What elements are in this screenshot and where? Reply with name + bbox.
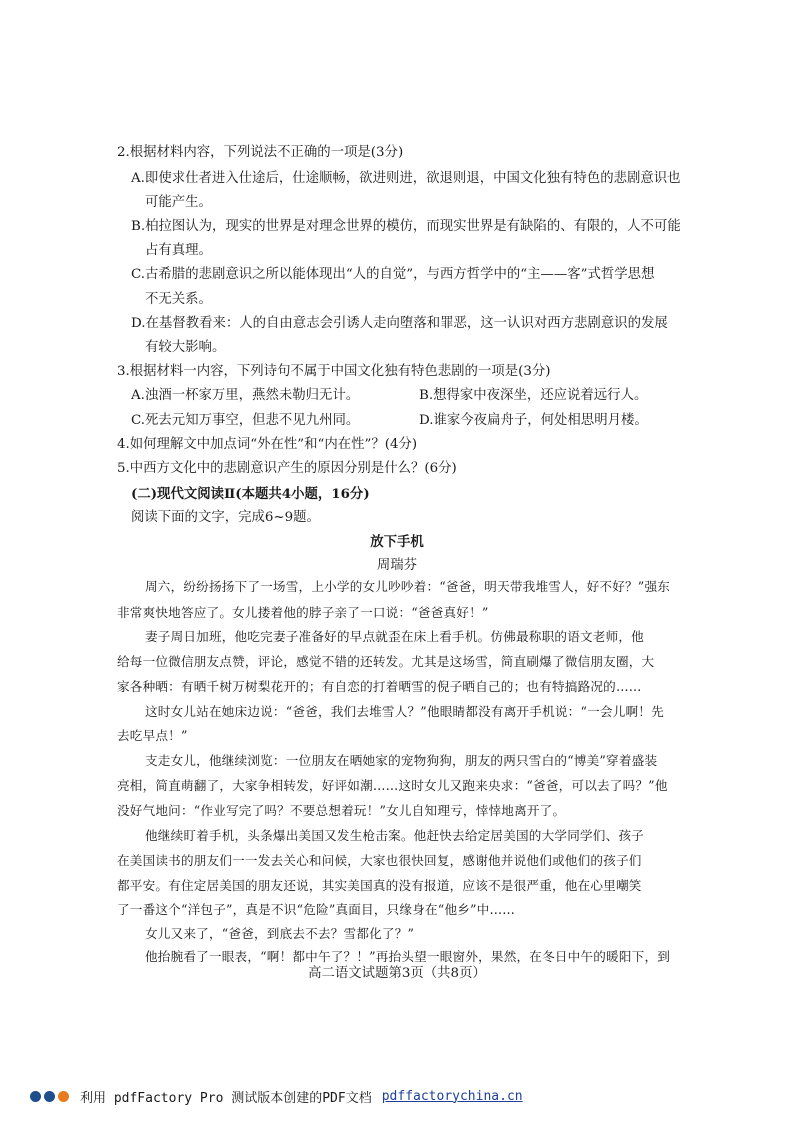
pdf-watermark-banner (30, 1084, 523, 1108)
question-3-option-a: A.浊酒一杯家万里，燕然未勒归无计。 (131, 388, 360, 403)
article-author: 周瑞芬 (376, 558, 418, 573)
article-line: 给每一位微信朋友点赞，评论，感觉不错的还转发。尤其是这场雪，简直刷爆了微信朋友圈，大 (117, 654, 655, 669)
dot-icon (30, 1091, 41, 1102)
question-2-option-a-cont: 可能产生。 (145, 195, 212, 210)
article-line: 了一番这个“洋包子”，真是不识“危险”真面目，只缘身在“他乡”中…… (117, 902, 516, 917)
article-line: 亮相，简直萌翻了，大家争相转发，好评如潮……这时女儿又跑来央求：“爸爸，可以去了吗？”他 (117, 778, 668, 793)
article-line: 都平安。有住定居美国的朋友还说，其实美国真的没有报道，应该不是很严重，他在心里嘲笑 (117, 878, 642, 893)
article-title: 放下手机 (370, 534, 424, 550)
question-2-option-b-cont: 占有真理。 (145, 243, 212, 258)
article-line: 去吃早点！” (117, 728, 188, 743)
article-line: 家各种晒：有晒千树万树梨花开的；有自恋的打着晒雪的倪子晒自己的；也有特搞路况的…… (117, 679, 642, 694)
article-line: 妻子周日加班，他吃完妻子准备好的早点就歪在床上看手机。仿佛最称职的语文老师，他 (145, 629, 644, 644)
question-2-option-a: A.即使求仕者进入仕途后，仕途顺畅，欲进则进，欲退则退，中国文化独有特色的悲剧意识也 (131, 171, 681, 186)
article-line: 周六，纷纷扬扬下了一场雪，上小学的女儿吵吵着：“爸爸，明天带我堆雪人，好不好？”强东 (145, 579, 671, 594)
article-line: 女儿又来了，“爸爸，到底去不去？雪都化了？” (145, 926, 415, 941)
question-2-option-b: B.柏拉图认为，现实的世界是对理念世界的模仿，而现实世界是有缺陷的、有限的，人不可能 (131, 219, 681, 234)
dot-icon (58, 1091, 69, 1102)
article-line: 他抬腕看了一眼表，“啊！都中午了？！”再抬头望一眼窗外，果然，在冬日中午的暖阳下，到 (145, 949, 671, 964)
question-3-option-c: C.死去元知万事空，但悲不见九州同。 (131, 413, 360, 428)
question-2-option-d-cont: 有较大影响。 (145, 340, 226, 355)
page-footer: 高二语文试题第3页（共8页） (308, 966, 486, 981)
question-2-option-d: D.在基督教看来：人的自由意志会引诱人走向堕落和罪恶，这一认识对西方悲剧意识的发展 (131, 316, 668, 331)
question-3-option-d: D.谁家今夜扁舟子，何处相思明月楼。 (419, 413, 648, 428)
article-line: 他继续盯着手机，头条爆出美国又发生枪击案。他赶快去给定居美国的大学同学们、孩子 (145, 828, 644, 843)
dot-icon (44, 1091, 55, 1102)
article-line: 这时女儿站在她床边说：“爸爸，我们去堆雪人？”他眼睛都没有离开手机说：“一会儿啊！先 (145, 704, 664, 719)
question-3-option-b: B.想得家中夜深坐，还应说着远行人。 (419, 388, 648, 403)
banner-link[interactable]: pdffactorychina.cn (381, 1088, 523, 1104)
banner-text: 利用 pdfFactory Pro 测试版本创建的PDF文档 (80, 1090, 372, 1106)
article-line: 支走女儿，他继续浏览：一位朋友在晒她家的宠物狗狗，朋友的两只雪白的“博美”穿着盛装 (145, 753, 658, 768)
question-2-option-c-cont: 不无关系。 (145, 292, 212, 307)
question-4: 4.如何理解文中加点词“外在性”和“内在性”？(4分) (117, 437, 418, 452)
section-heading: (二)现代文阅读Ⅱ(本题共4小题，16分) (131, 486, 370, 502)
question-2-option-c: C.古希腊的悲剧意识之所以能体现出“人的自觉”，与西方哲学中的“主——客”式哲学思想 (131, 267, 655, 282)
article-line: 没好气地问：“作业写完了吗？不要总想着玩！”女儿自知理亏，悻悻地离开了。 (117, 803, 566, 818)
question-3-stem: 3.根据材料一内容，下列诗句不属于中国文化独有特色悲剧的一项是(3分) (117, 364, 551, 379)
article-line: 在美国读书的朋友们一一发去关心和问候，大家也很快回复，感谢他并说他们或他们的孩子们 (117, 853, 642, 868)
question-2-stem: 2.根据材料内容，下列说法不正确的一项是(3分) (117, 145, 404, 160)
section-instruction: 阅读下面的文字，完成6~9题。 (131, 510, 320, 525)
question-5: 5.中西方文化中的悲剧意识产生的原因分别是什么？(6分) (117, 461, 457, 476)
article-line: 非常爽快地答应了。女儿搂着他的脖子亲了一口说：“爸爸真好！” (117, 605, 489, 620)
